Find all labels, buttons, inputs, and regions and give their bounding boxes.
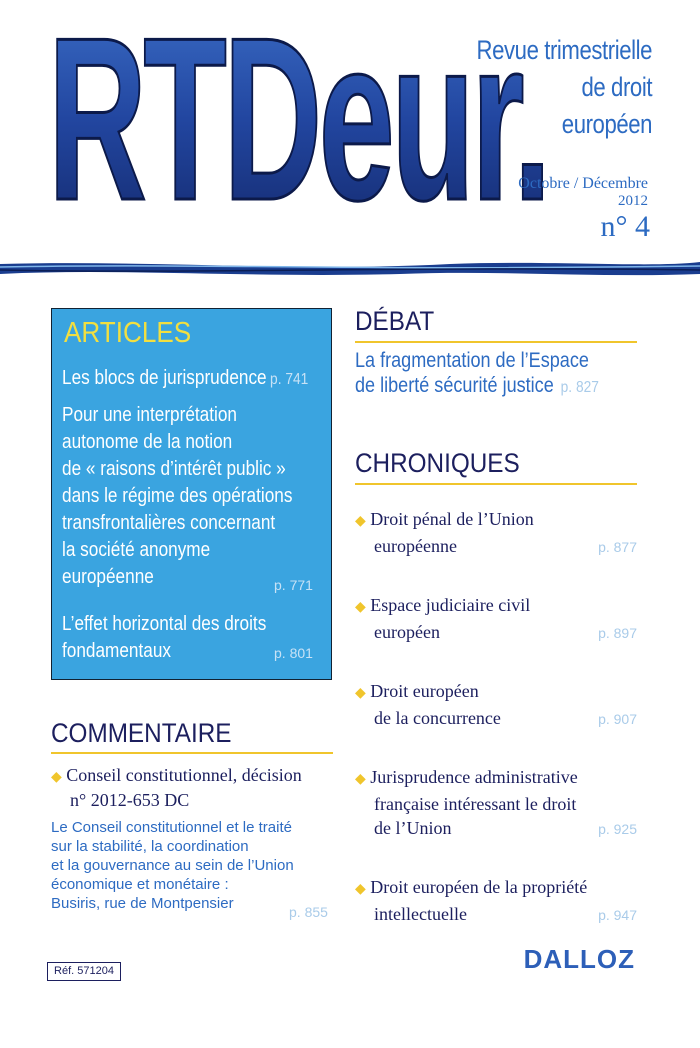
logo-text: RTDeur.	[48, 0, 548, 234]
debat-rule	[355, 341, 637, 343]
article-item[interactable]: Les blocs de jurisprudence p. 741	[62, 367, 309, 389]
article-item[interactable]: L’effet horizontal des droits fondamentaux	[62, 613, 267, 662]
chroniques-rule	[355, 483, 637, 485]
commentaire-heading: COMMENTAIRE	[51, 718, 232, 748]
commentaire-rule	[51, 752, 333, 754]
issue-period: Octobre / Décembre	[518, 175, 648, 192]
journal-subtitle: Revue trimestrielle de droit européen	[476, 35, 652, 139]
diamond-bullet-icon: ◆	[355, 772, 366, 787]
issue-year: 2012	[618, 193, 648, 209]
publisher-logo: DALLOZ	[523, 944, 635, 974]
commentaire-item[interactable]: ◆ Conseil constitutionnel, décision n° 2012-653 DC	[51, 765, 302, 810]
chronique-item[interactable]: ◆ Droit européen de la propriété intellectuelle p. 947	[355, 877, 637, 924]
chroniques-heading: CHRONIQUES	[355, 448, 520, 478]
issue-number: n° 4	[600, 210, 650, 243]
debat-heading: DÉBAT	[355, 306, 435, 336]
wave-band	[0, 258, 700, 278]
commentaire-page: p. 855	[289, 904, 328, 920]
article-item[interactable]: Pour une interprétation autonome de la notion de « raisons d’intérêt public » dans le régime des opérations transfrontalières concernant la société anonyme européenne	[62, 404, 293, 588]
diamond-bullet-icon: ◆	[355, 686, 366, 701]
article-page: p. 801	[274, 645, 313, 661]
diamond-bullet-icon: ◆	[355, 600, 366, 615]
diamond-bullet-icon: ◆	[51, 770, 62, 785]
commentaire-description: Le Conseil constitutionnel et le traité sur la stabilité, la coordination et la gouvernance au sein de l’Union économique et monétaire : Busiris, rue de Montpensier	[51, 819, 294, 912]
reference-box: Réf. 571204	[47, 962, 121, 981]
diamond-bullet-icon: ◆	[355, 882, 366, 897]
debat-item[interactable]: La fragmentation de l’Espace de liberté sécurité justice p. 827	[355, 349, 599, 397]
article-page: p. 771	[274, 577, 313, 593]
articles-heading: ARTICLES	[64, 317, 192, 349]
diamond-bullet-icon: ◆	[355, 514, 366, 529]
chronique-item[interactable]: ◆ Droit européen de la concurrence p. 907	[355, 681, 637, 728]
chronique-item[interactable]: ◆ Espace judiciaire civil européen p. 897	[355, 595, 637, 642]
chronique-item[interactable]: ◆ Jurisprudence administrative française intéressant le droit de l’Union p. 925	[355, 767, 637, 838]
chronique-item[interactable]: ◆ Droit pénal de l’Union européenne p. 877	[355, 509, 637, 556]
articles-box	[51, 308, 332, 680]
